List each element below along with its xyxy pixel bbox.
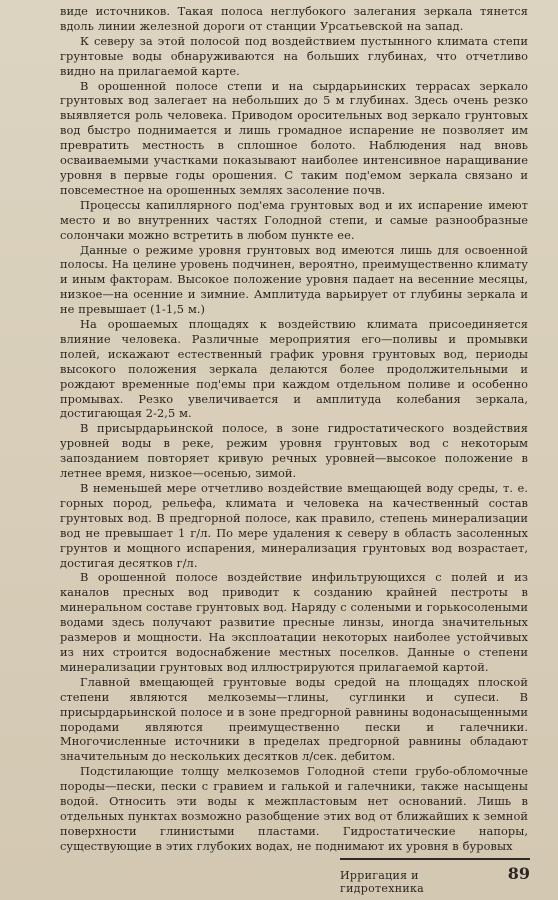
page-footer <box>340 858 530 895</box>
paragraph: Подстилающие толщу мелкоземов Голодной степи грубо-обломочные породы—пески, пески с гравием и галькой и галечники, также насыщены водой. Относить эти воды к межпластовым нет оснований. Лишь в отдельных пунктах возможно разобщение этих вод от ближайших к земной поверхности глинистыми пластами. Гидростатические напоры, существующие в этих глубоких водах, не поднимают их уровня в буровых <box>60 764 528 853</box>
paragraph: На орошаемых площадях к воздействию климата присоединяется влияние человека. Различные мероприятия его—поливы и промывки полей, искажают естественный график уровня грунтовых вод, периоды высокого положения зеркала делаются более продолжительными и рождают временные под'емы при каждом отдельном поливе и особенно промывах. Резко увеличивается и амплитуда колебания зеркала, достигающая 2-2,5 м. <box>60 317 528 421</box>
paragraph: виде источников. Такая полоса неглубокого залегания зеркала тянется вдоль линии железной дороги от станции Урсатьевской на запад. <box>60 4 528 33</box>
page-number: 89 <box>507 864 530 883</box>
paragraph: Процессы капиллярного под'ема грунтовых вод и их испарение имеют место и во внутренних частях Голодной степи, и самые разнообразные солончаки можно встретить в любом пункте ее. <box>60 197 528 242</box>
paragraph: В неменьшей мере отчетливо воздействие вмещающей воду среды, т. е. горных пород, рельефа, климата и человека на качественный состав грунтовых вод. В предгорной полосе, как правило, степень минерализации вод не превышает 1 г/л. По мере удаления к северу в область засоленных грунтов и мощного испарения, минерализация грунтовых вод возрастает, достигая десятков г/л. <box>60 481 528 570</box>
paragraph: В орошенной полосе воздействие инфильтрующихся с полей и из каналов пресных вод приводит к созданию крайней пестроты в минеральном составе грунтовых вод. Наряду с солеными и горькосолеными водами здесь получают развитие пресные линзы, иногда значительных размеров и мощности. На эксплоатации некоторых наиболее устойчивых из них строится водоснабжение местных поселков. Данные о степени минерализации грунтовых вод иллюстрируются прилагаемой картой. <box>60 570 528 674</box>
paragraph: В орошенной полосе степи и на сырдарьинских террасах зеркало грунтовых вод залегает на небольших до 5 м глубинах. Здесь очень резко выявляется роль человека. Приводом оросительных вод зеркало грунтовых вод быстро поднимается и лишь громадное испарение не позволяет им превратить местность в сплошное болото. Наблюдения над вновь осваиваемыми участками показывают наиболее интенсивное наращивание уровня в первые годы орошения. С таким под'емом зеркала связано и повсеместное на орошенных землях засоление почв. <box>60 78 528 197</box>
paragraph: К северу за этой полосой под воздействием пустынного климата степи грунтовые воды обнаруживаются на больших глубинах, что отчетливо видно на прилагаемой карте. <box>60 33 528 78</box>
paragraph: Данные о режиме уровня грунтовых вод имеются лишь для освоенной полосы. На целине уровень подчинен, вероятно, преимущественно климату и иным факторам. Высокое положение уровня падает на весенние месяцы, низкое—на осенние и зимние. Амплитуда варьирует от глубины зеркала и не превышает (1-1,5 м.) <box>60 242 528 317</box>
paragraph: Главной вмещающей грунтовые воды средой на площадях плоской степени являются мелкоземы—глины, суглинки и супеси. В присырдарьинской полосе и в зоне предгорной равнины водонасыщенными породами являются преимущественно пески и галечники. Многочисленные источники в пределах предгорной равнины обладают значительным до нескольких десятков л/сек. дебитом. <box>60 674 528 764</box>
running-title: Ирригация и гидротехника <box>340 869 425 895</box>
body-text <box>60 4 528 854</box>
paragraph: В присырдарьинской полосе, в зоне гидростатического воздействия уровней воды в реке, режим уровня грунтовых вод с некоторым запозданием повторяет кривую речных уровней—высокое положение в летнее время, низкое—осенью, зимой. <box>60 421 528 481</box>
